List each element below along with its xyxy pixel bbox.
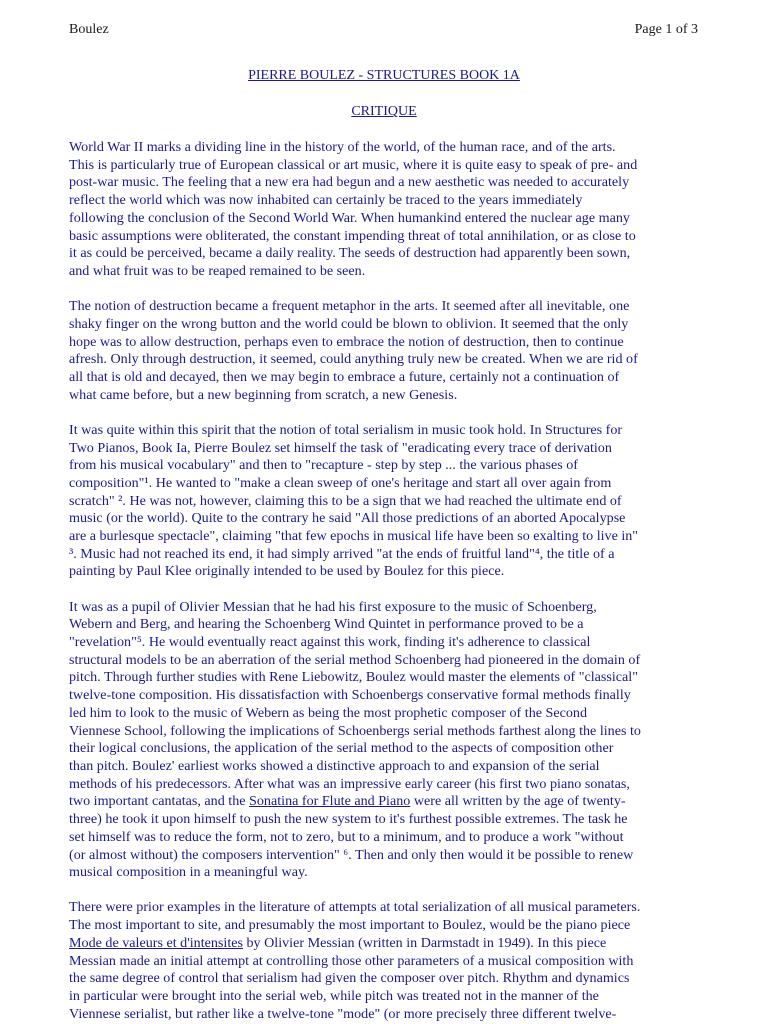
text-line: painting by Paul Klee originally intended to be used by Boulez for this piece.	[69, 563, 505, 580]
document-body	[69, 139, 701, 1023]
paragraph-3	[69, 422, 701, 581]
paragraph-4	[69, 599, 701, 882]
text-line: ³. Music had not reached its end, it had simply arrived "at the ends of fruitful land"⁴, the title of a	[69, 545, 615, 562]
text-line: what came before, but a new beginning from scratch, a new Genesis.	[69, 386, 458, 403]
text-line: The most important to site, and presumably the most important to Boulez, would be the piano piece	[69, 917, 631, 934]
document-subtitle: CRITIQUE	[351, 104, 417, 119]
text-line: afresh. Only through destruction, it seemed, could anything truly new be created. When we are rid of	[69, 351, 638, 368]
text-line: It was quite within this spirit that the notion of total serialism in music took hold. In Structures for	[69, 421, 623, 438]
text-line: twelve-tone composition. His dissatisfaction with Schoenbergs conservative formal methods finally	[69, 687, 631, 704]
text-line: it as could be perceived, became a daily reality. The seeds of destruction had apparently been sown,	[69, 245, 631, 262]
paragraph-1	[69, 139, 701, 281]
text-line: "revelation"⁵. He would eventually react against this work, finding it's adherence to classical	[69, 634, 591, 651]
text-line: This is particularly true of European classical or art music, where it is quite easy to speak of pre- and	[69, 156, 638, 173]
text-line: post-war music. The feeling that a new era had begun and a new aesthetic was needed to accurately	[69, 174, 630, 191]
text-line: and what fruit was to be reaped remained to be seen.	[69, 262, 366, 279]
text-line: scratch" ². He was not, however, claiming this to be a sign that we had reached the ultimate end of	[69, 492, 622, 509]
text-line: shaky finger on the wrong button and the world could be blown to oblivion. It seemed that the only	[69, 315, 629, 332]
text-line: the same degree of control that serialism had given the composer over pitch. Rhythm and dynamics	[69, 970, 630, 987]
text-line: led him to look to the music of Webern as being the most prophetic composer of the Second	[69, 704, 588, 721]
text-line: (or almost without) the composers intervention" ⁶. Then and only then would it be possible to renew	[69, 846, 634, 863]
text-line: two important cantatas, and the Sonatina for Flute and Piano were all written by the age of twenty-	[69, 793, 626, 810]
text-line: following the conclusion of the Second World War. When humankind entered the nuclear age many	[69, 209, 630, 226]
document-title: PIERRE BOULEZ - STRUCTURES BOOK 1A	[248, 68, 520, 83]
text-line: are a burlesque spectacle", claiming "that few epochs in musical life have been so exalting to live in"	[69, 528, 639, 545]
underlined-title: Sonatina for Flute and Piano	[249, 793, 411, 810]
paragraph-5	[69, 899, 701, 1023]
header-left: Boulez	[69, 22, 109, 37]
text-line: three) he took it upon himself to push the new system to it's furthest possible extremes. The task he	[69, 811, 628, 828]
text-line: methods of his predecessors. After what was an impressive early career (his first two piano sonatas,	[69, 775, 630, 792]
text-line: set himself was to reduce the form, not to zero, but to a minimum, and to produce a work "without	[69, 828, 624, 845]
text-line: Viennese School, following the implications of Schoenbergs serial methods farthest along the lines to	[69, 722, 641, 739]
text-line: in particular were brought into the serial web, while pitch was treated not in the manner of the	[69, 987, 599, 1004]
text-line: Two Pianos, Book Ia, Pierre Boulez set himself the task of "eradicating every trace of derivation	[69, 439, 612, 456]
text-line: than pitch. Boulez' earliest works showed a distinctive approach to and expansion of the serial	[69, 758, 600, 774]
text-line: composition"¹. He wanted to "make a clean sweep of one's heritage and start all over again from	[69, 474, 612, 491]
text-line: Messian made an initial attempt at controlling those other parameters of a musical composition with	[69, 952, 634, 969]
text-line: World War II marks a dividing line in the history of the world, of the human race, and of the arts.	[69, 139, 616, 155]
text-line: There were prior examples in the literature of attempts at total serialization of all musical parameters.	[69, 899, 641, 916]
text-line: It was as a pupil of Olivier Messian that he had his first exposure to the music of Schoenberg,	[69, 598, 597, 615]
text-line: reflect the world which was now inhabited can certainly be traced to the years immediately	[69, 192, 583, 209]
text-line: hope was to allow destruction, perhaps even to embrace the notion of destruction, then to continue	[69, 333, 624, 350]
text-line: The notion of destruction became a frequent metaphor in the arts. It seemed after all inevitable, one	[69, 298, 630, 315]
text-line: Webern and Berg, and hearing the Schoenberg Wind Quintet in performance proved to be a	[69, 616, 584, 633]
text-line: basic assumptions were obliterated, the constant impending threat of total annihilation, or as close to	[69, 227, 636, 244]
page-number: Page 1 of 3	[634, 22, 698, 37]
text-line: their logical conclusions, the application of the serial method to the aspects of composition other	[69, 740, 614, 757]
underlined-title: Mode de valeurs et d'intensites	[69, 934, 243, 951]
text-line: all that is old and decayed, then we may begin to embrace a future, certainly not a continuation of	[69, 368, 620, 385]
text-line: pitch. Through further studies with Rene Liebowitz, Boulez would master the elements of "classical"	[69, 669, 638, 686]
text-line: structural models to be an aberration of the serial method Schoenberg had pioneered in the domain of	[69, 651, 641, 668]
text-line: Mode de valeurs et d'intensites by Olivier Messian (written in Darmstadt in 1949). In this piece	[69, 934, 607, 951]
paragraph-2	[69, 298, 701, 404]
text-line: music (or the world). Quite to the contrary he said "All those predictions of an aborted Apocalypse	[69, 510, 626, 527]
text-line: Viennese serialist, but rather like a twelve-tone "mode" (or more precisely three different twelve-	[69, 1005, 617, 1022]
text-line: musical composition in a meaningful way.	[69, 864, 308, 881]
text-line: from his musical vocabulary" and then to "recapture - step by step ... the various phases of	[69, 457, 578, 474]
